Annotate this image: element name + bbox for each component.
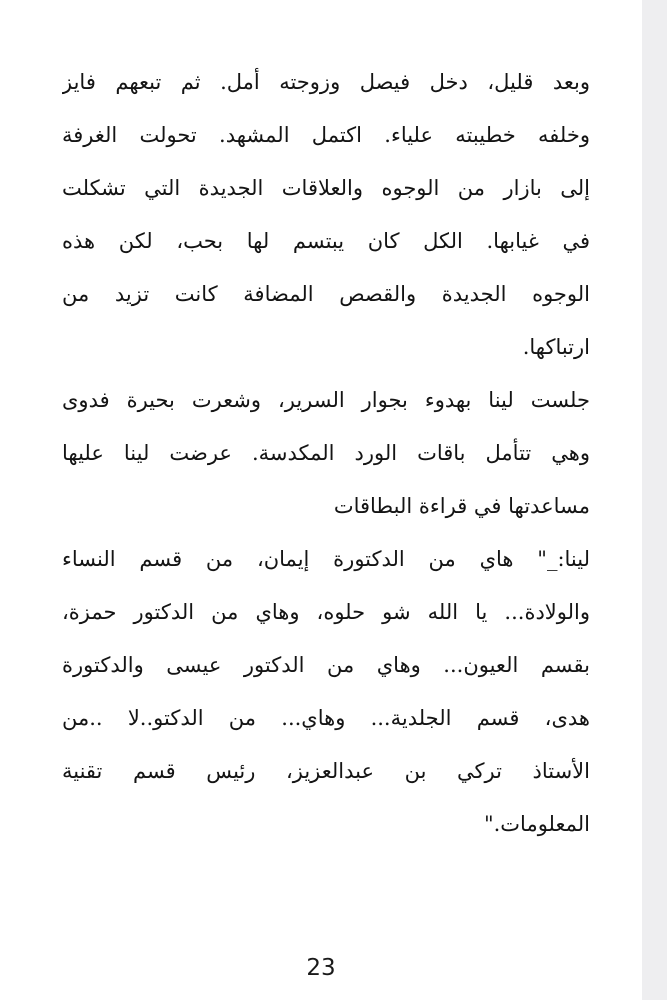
text-line: والولادة... يا الله شو حلوه، وهاي من الدكتور حمزة، bbox=[62, 600, 590, 624]
text-line: وهي تتأمل باقات الورد المكدسة. عرضت لينا عليها bbox=[62, 441, 590, 465]
text-line: جلست لينا بهدوء بجوار السرير، وشعرت بحيرة فدوى bbox=[62, 388, 590, 412]
text-line: المعلومات." bbox=[483, 812, 590, 836]
body-text bbox=[62, 56, 590, 851]
text-line: لينا:_" هاي من الدكتورة إيمان، من قسم النساء bbox=[62, 547, 590, 571]
text-line: بقسم العيون... وهاي من الدكتور عيسى والدكتورة bbox=[62, 653, 590, 677]
text-line: وبعد قليل، دخل فيصل وزوجته أمل. ثم تبعهم فايز bbox=[62, 70, 590, 94]
text-line: ارتباكها. bbox=[522, 335, 590, 359]
text-line: إلى بازار من الوجوه والعلاقات الجديدة التي تشكلت bbox=[62, 176, 590, 200]
text-line: مساعدتها في قراءة البطاقات bbox=[333, 494, 590, 518]
text-line: هدى، قسم الجلدية... وهاي... من الدكتو..لا ..من bbox=[62, 706, 590, 730]
text-line: الوجوه الجديدة والقصص المضافة كانت تزيد من bbox=[62, 282, 590, 306]
page-number: 23 bbox=[306, 955, 336, 981]
text-line: وخلفه خطيبته علياء. اكتمل المشهد. تحولت الغرفة bbox=[62, 123, 590, 147]
text-line: الأستاذ تركي بن عبدالعزيز، رئيس قسم تقنية bbox=[62, 759, 590, 783]
page-edge bbox=[642, 0, 667, 1000]
text-line: في غيابها. الكل كان يبتسم لها بحب، لكن هذه bbox=[62, 229, 590, 253]
